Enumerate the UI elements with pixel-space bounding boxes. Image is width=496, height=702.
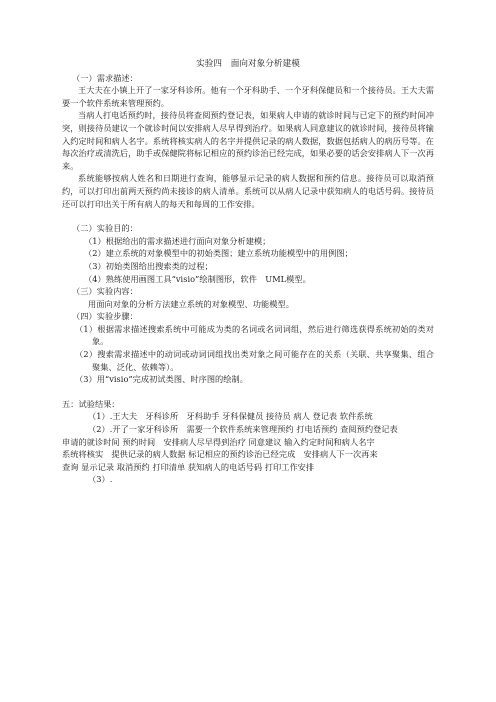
section-heading-steps: （四）实验步骤： xyxy=(72,311,138,322)
step-item: （1）根据需求描述搜索系统中可能成为类的名词或名词词组，然后进行筛选获得系统初始的类对象。 xyxy=(75,323,434,347)
requirements-paragraph-3: 系统能够按病人姓名和日期进行查询，能够显示记录的病人数据和预约信息。接待员可以取消预约，可以打印出前两天预约尚未接诊的病人清单。系统可以从病人记录中获知病人的电话号码。接待员还可以打印出关于所有病人的每天和每周的工作安排。 xyxy=(62,173,434,209)
content-text: 用面向对象的分析方法建立系统的对象模型、功能模型。 xyxy=(88,298,294,309)
objective-item: （2）建立系统的对象模型中的初始类图；建立系统功能模型中的用例图； xyxy=(84,248,353,259)
result-line: （3）. xyxy=(88,474,113,485)
result-line: 系统将核实 提供记录的病人数据 标记相应的预约诊治已经完成 安排病人下一次再来 xyxy=(62,449,378,460)
result-line: （2）.开了一家牙科诊所 需要一个软件系统来管理预约 打电话预约 查阅预约登记表 xyxy=(88,424,398,435)
objective-item: （4）熟练使用画图工具“visio”绘制图形，软件 UML模型。 xyxy=(84,273,311,284)
section-heading-requirements: （一）需求描述： xyxy=(72,72,138,83)
spacer xyxy=(62,386,434,398)
document-content xyxy=(62,58,434,486)
section-heading-content: （三）实验内容： xyxy=(72,286,138,297)
result-line: （1）.王大夫 牙科诊所 牙科助手 牙科保健员 接待员 病人 登记表 软件系统 xyxy=(88,411,373,422)
step-item: （2）搜索需求描述中的动词或动词词组找出类对象之间可能存在的关系（关联、共享聚集、组合聚集、泛化、依赖等）。 xyxy=(75,349,434,372)
requirements-paragraph-2: 当病人打电话预约时，接待员将查阅预约登记表，如果病人申请的就诊时间与已定下的预约时间冲突，则接待员建议一个就诊时间以安排病人尽早得到治疗。如果病人同意建议的就诊时间，接待员将输入约定时间和病人名字。系统将核实病人的名字并提供记录的病人数据，数据包括病人的病历号等。在每次治疗或清洗后，助手或保健院将标记相应的预约诊治已经完成，如果必要的话会安排病人下一次再来。 xyxy=(62,110,434,171)
requirements-paragraph-1: 王大夫在小镇上开了一家牙科诊所。他有一个牙科助手、一个牙科保健员和一个接待员。王大夫需要一个软件系统来管理预约。 xyxy=(62,85,434,108)
page-title: 实验四 面向对象分析建模 xyxy=(196,59,300,69)
step-item: （3）用“visio”完成初试类图、时序图的绘制。 xyxy=(75,374,249,385)
result-line: 查询 显示记录 取消预约 打印清单 获知病人的电话号码 打印工作安排 xyxy=(62,461,315,472)
objective-item: （3）初始类图给出搜索类的过程； xyxy=(84,260,213,271)
result-line: 申请的就诊时间 预约时间 安排病人尽早得到治疗 同意建议 输入约定时间和病人名字 xyxy=(62,436,375,447)
section-heading-results: 五：试验结果： xyxy=(62,398,120,409)
section-heading-objectives: （二）实验目的： xyxy=(72,223,138,234)
objective-item: （1）根据给出的需求描述进行面向对象分析建模； xyxy=(84,235,271,246)
spacer xyxy=(62,210,434,222)
